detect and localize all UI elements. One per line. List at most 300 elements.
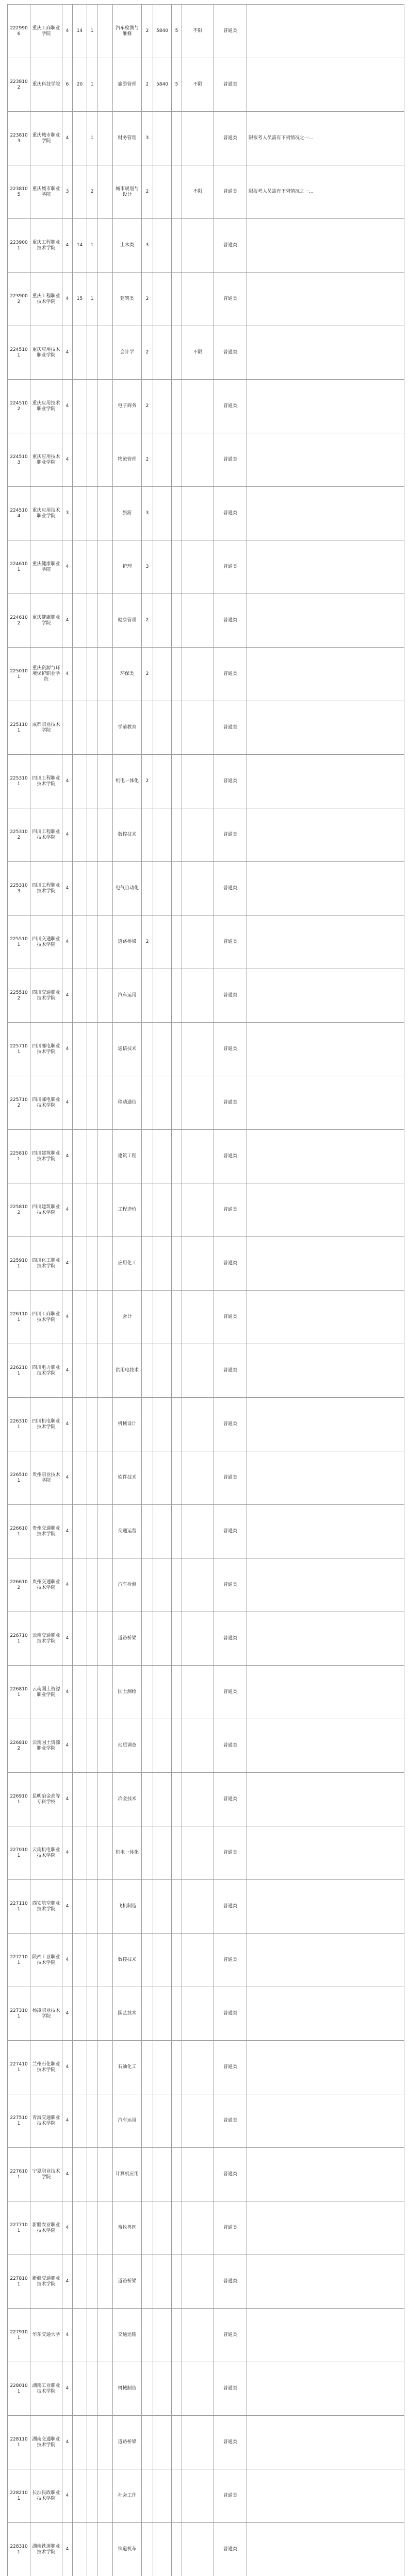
cell-major: 建筑类 <box>113 273 142 326</box>
cell-major: 道路桥梁 <box>113 2255 142 2309</box>
cell-acc <box>172 1398 182 1451</box>
cell-count <box>87 2416 97 2469</box>
cell-batch: 普通类 <box>214 540 247 594</box>
cell-acc <box>172 1666 182 1719</box>
cell-hours <box>73 1291 87 1344</box>
cell-batch: 普通类 <box>214 273 247 326</box>
cell-hours <box>73 1826 87 1880</box>
cell-plan: 4 <box>62 1558 73 1612</box>
cell-batch: 普通类 <box>214 2416 247 2469</box>
cell-fee <box>153 1719 172 1773</box>
cell-school: 四川建筑职业技术学院 <box>30 1183 62 1237</box>
cell-batch: 普通类 <box>214 380 247 433</box>
cell-fee <box>153 2523 172 2576</box>
cell-acc <box>172 540 182 594</box>
table-row <box>8 1130 404 1183</box>
cell-req: 不限 <box>182 5 214 58</box>
cell-hours <box>73 594 87 648</box>
cell-fee <box>153 1344 172 1398</box>
cell-notes <box>247 540 404 594</box>
cell-school: 湖南交通职业技术学院 <box>30 2416 62 2469</box>
cell-notes <box>247 1505 404 1558</box>
cell-acc <box>172 1451 182 1505</box>
cell-fee2 <box>97 755 113 808</box>
cell-req: 不限 <box>182 58 214 112</box>
cell-years <box>142 969 153 1023</box>
cell-count <box>87 1076 97 1130</box>
cell-hours <box>73 326 87 380</box>
cell-acc <box>172 487 182 540</box>
cell-notes <box>247 862 404 916</box>
cell-plan: 4 <box>62 1666 73 1719</box>
cell-hours: 14 <box>73 219 87 273</box>
table-row <box>8 2362 404 2416</box>
cell-fee2 <box>97 2523 113 2576</box>
cell-school: 重庆应用技术职业学院 <box>30 380 62 433</box>
cell-code: 2263101 <box>8 1398 30 1451</box>
table-row <box>8 1291 404 1344</box>
cell-years <box>142 1987 153 2041</box>
cell-school: 兰州石化职业技术学院 <box>30 2041 62 2094</box>
cell-plan: 4 <box>62 5 73 58</box>
table-row <box>8 2041 404 2094</box>
cell-acc <box>172 1719 182 1773</box>
cell-years <box>142 701 153 755</box>
cell-school: 宁夏职业技术学院 <box>30 2148 62 2201</box>
cell-fee2 <box>97 2148 113 2201</box>
cell-plan: 4 <box>62 1130 73 1183</box>
cell-years: 3 <box>142 219 153 273</box>
cell-req <box>182 755 214 808</box>
cell-fee2 <box>97 540 113 594</box>
cell-school: 重庆健康职业学院 <box>30 540 62 594</box>
cell-acc <box>172 1505 182 1558</box>
cell-req <box>182 273 214 326</box>
cell-req <box>182 1130 214 1183</box>
cell-plan: 4 <box>62 755 73 808</box>
cell-fee <box>153 648 172 701</box>
cell-hours <box>73 2362 87 2416</box>
cell-fee2 <box>97 1612 113 1666</box>
cell-school: 四川机电职业技术学院 <box>30 1398 62 1451</box>
cell-notes: 限报考人员需有下列情况之一... <box>247 165 404 219</box>
cell-fee <box>153 326 172 380</box>
cell-years: 2 <box>142 5 153 58</box>
cell-batch: 普通类 <box>214 165 247 219</box>
cell-fee2 <box>97 2416 113 2469</box>
cell-school: 昆明冶金高等专科学校 <box>30 1773 62 1826</box>
cell-count <box>87 2041 97 2094</box>
cell-major: 工程造价 <box>113 1183 142 1237</box>
cell-req <box>182 2416 214 2469</box>
cell-plan: 4 <box>62 969 73 1023</box>
cell-major: 汽车运用 <box>113 969 142 1023</box>
cell-fee <box>153 273 172 326</box>
cell-code: 2253103 <box>8 862 30 916</box>
cell-count <box>87 862 97 916</box>
cell-hours <box>73 862 87 916</box>
table-row <box>8 862 404 916</box>
cell-batch: 普通类 <box>214 2041 247 2094</box>
cell-fee <box>153 1558 172 1612</box>
cell-acc <box>172 1880 182 1934</box>
table-row <box>8 1558 404 1612</box>
cell-plan: 4 <box>62 1451 73 1505</box>
cell-years <box>142 2469 153 2523</box>
cell-req <box>182 1344 214 1398</box>
cell-notes <box>247 2362 404 2416</box>
cell-acc <box>172 2362 182 2416</box>
cell-count <box>87 1291 97 1344</box>
cell-years <box>142 2523 153 2576</box>
cell-batch: 普通类 <box>214 1558 247 1612</box>
cell-notes <box>247 219 404 273</box>
cell-req <box>182 1612 214 1666</box>
cell-batch: 普通类 <box>214 1826 247 1880</box>
cell-school: 四川交通职业技术学院 <box>30 916 62 969</box>
cell-fee2 <box>97 112 113 165</box>
cell-code: 2269101 <box>8 1773 30 1826</box>
cell-fee <box>153 1612 172 1666</box>
cell-notes: 限报考人员需有下列情况之一... <box>247 112 404 165</box>
cell-hours: 14 <box>73 5 87 58</box>
cell-fee <box>153 487 172 540</box>
cell-code: 2267101 <box>8 1612 30 1666</box>
table-row <box>8 1773 404 1826</box>
cell-hours <box>73 1505 87 1558</box>
cell-hours <box>73 1076 87 1130</box>
cell-count <box>87 1880 97 1934</box>
cell-notes <box>247 5 404 58</box>
cell-fee2 <box>97 433 113 487</box>
cell-hours <box>73 1612 87 1666</box>
cell-notes <box>247 1183 404 1237</box>
cell-fee <box>153 701 172 755</box>
cell-fee <box>153 1666 172 1719</box>
cell-major: 护理 <box>113 540 142 594</box>
cell-school: 四川工程职业技术学院 <box>30 862 62 916</box>
cell-plan: 4 <box>62 2255 73 2309</box>
cell-count <box>87 1398 97 1451</box>
cell-fee <box>153 1130 172 1183</box>
cell-acc: 5 <box>172 5 182 58</box>
cell-plan: 4 <box>62 219 73 273</box>
cell-hours <box>73 755 87 808</box>
cell-fee <box>153 1880 172 1934</box>
cell-code: 2273101 <box>8 1987 30 2041</box>
cell-count <box>87 380 97 433</box>
cell-fee <box>153 1183 172 1237</box>
cell-notes <box>247 2309 404 2362</box>
cell-major: 城市规划与设计 <box>113 165 142 219</box>
cell-plan: 4 <box>62 648 73 701</box>
cell-school: 重庆工商职业学院 <box>30 5 62 58</box>
table-row <box>8 112 404 165</box>
table-row <box>8 1880 404 1934</box>
cell-notes <box>247 2469 404 2523</box>
cell-req <box>182 1023 214 1076</box>
cell-plan: 6 <box>62 58 73 112</box>
cell-count <box>87 1773 97 1826</box>
cell-years <box>142 1344 153 1398</box>
cell-count <box>87 2148 97 2201</box>
cell-batch: 普通类 <box>214 58 247 112</box>
table-row <box>8 2094 404 2148</box>
table-row <box>8 2148 404 2201</box>
cell-req <box>182 380 214 433</box>
cell-req <box>182 808 214 862</box>
cell-code: 2282101 <box>8 2469 30 2523</box>
cell-req <box>182 1934 214 1987</box>
cell-count <box>87 701 97 755</box>
cell-plan: 4 <box>62 1183 73 1237</box>
cell-hours <box>73 1130 87 1183</box>
cell-school: 西安航空职业技术学院 <box>30 1880 62 1934</box>
cell-school: 四川电力职业技术学院 <box>30 1344 62 1398</box>
cell-fee2 <box>97 2469 113 2523</box>
cell-count <box>87 1666 97 1719</box>
cell-school: 云南国土资源职业学院 <box>30 1719 62 1773</box>
cell-years <box>142 1558 153 1612</box>
cell-plan: 4 <box>62 808 73 862</box>
cell-major: 道路桥梁 <box>113 916 142 969</box>
cell-notes <box>247 1237 404 1291</box>
cell-hours <box>73 380 87 433</box>
cell-hours <box>73 648 87 701</box>
table-row <box>8 165 404 219</box>
cell-code: 2239001 <box>8 219 30 273</box>
cell-code: 2258101 <box>8 1130 30 1183</box>
cell-fee2 <box>97 1934 113 1987</box>
cell-req <box>182 1291 214 1344</box>
cell-fee <box>153 1773 172 1826</box>
cell-acc <box>172 808 182 862</box>
cell-count <box>87 1612 97 1666</box>
cell-major: 软件技术 <box>113 1451 142 1505</box>
cell-req <box>182 862 214 916</box>
cell-fee2 <box>97 1719 113 1773</box>
cell-school: 贵州交通职业技术学院 <box>30 1505 62 1558</box>
cell-batch: 普通类 <box>214 2309 247 2362</box>
cell-count <box>87 808 97 862</box>
cell-plan: 4 <box>62 112 73 165</box>
cell-code: 2229906 <box>8 5 30 58</box>
cell-fee <box>153 2416 172 2469</box>
cell-fee <box>153 112 172 165</box>
cell-acc <box>172 2416 182 2469</box>
cell-acc <box>172 1934 182 1987</box>
cell-plan: 4 <box>62 540 73 594</box>
cell-years <box>142 2148 153 2201</box>
cell-req <box>182 1076 214 1130</box>
cell-school: 四川工程职业技术学院 <box>30 808 62 862</box>
cell-notes <box>247 1612 404 1666</box>
cell-major: 国土测绘 <box>113 1666 142 1719</box>
cell-code: 2281101 <box>8 2416 30 2469</box>
cell-count <box>87 594 97 648</box>
cell-count <box>87 2255 97 2309</box>
cell-major: 道路桥梁 <box>113 1612 142 1666</box>
cell-req <box>182 2523 214 2576</box>
cell-acc <box>172 1773 182 1826</box>
cell-plan: 4 <box>62 1291 73 1344</box>
cell-fee2 <box>97 862 113 916</box>
cell-major: 汽车检测 <box>113 1558 142 1612</box>
cell-code: 2276101 <box>8 2148 30 2201</box>
cell-notes <box>247 2041 404 2094</box>
cell-count <box>87 1934 97 1987</box>
cell-req <box>182 1237 214 1291</box>
cell-hours <box>73 2469 87 2523</box>
cell-batch: 普通类 <box>214 2148 247 2201</box>
cell-major: 机电一体化 <box>113 1826 142 1880</box>
cell-plan: 4 <box>62 916 73 969</box>
cell-fee2 <box>97 1773 113 1826</box>
cell-school: 云南国土资源职业学院 <box>30 1666 62 1719</box>
cell-count: 1 <box>87 273 97 326</box>
cell-plan: 4 <box>62 1987 73 2041</box>
cell-code: 2266102 <box>8 1558 30 1612</box>
table-row <box>8 2255 404 2309</box>
cell-plan: 4 <box>62 380 73 433</box>
cell-acc <box>172 112 182 165</box>
cell-batch: 普通类 <box>214 1612 247 1666</box>
cell-batch: 普通类 <box>214 916 247 969</box>
cell-code: 2255102 <box>8 969 30 1023</box>
cell-fee2 <box>97 1826 113 1880</box>
cell-batch: 普通类 <box>214 433 247 487</box>
cell-plan: 3 <box>62 487 73 540</box>
cell-code: 2238103 <box>8 112 30 165</box>
cell-school: 杨凌职业技术学院 <box>30 1987 62 2041</box>
cell-notes <box>247 1398 404 1451</box>
cell-fee <box>153 1505 172 1558</box>
cell-notes <box>247 1773 404 1826</box>
cell-plan: 4 <box>62 1344 73 1398</box>
cell-fee: 5840 <box>153 5 172 58</box>
cell-fee <box>153 2469 172 2523</box>
cell-years <box>142 1451 153 1505</box>
cell-count: 1 <box>87 5 97 58</box>
cell-major: 飞机制造 <box>113 1880 142 1934</box>
cell-major: 供用电技术 <box>113 1344 142 1398</box>
cell-school: 重庆工程职业技术学院 <box>30 273 62 326</box>
table-row <box>8 273 404 326</box>
cell-major: 通信技术 <box>113 1023 142 1076</box>
cell-major: 学前教育 <box>113 701 142 755</box>
cell-fee2 <box>97 1344 113 1398</box>
cell-req <box>182 916 214 969</box>
cell-batch: 普通类 <box>214 5 247 58</box>
cell-plan: 4 <box>62 326 73 380</box>
admission-table <box>7 4 404 2576</box>
cell-years: 3 <box>142 540 153 594</box>
cell-fee2 <box>97 58 113 112</box>
cell-fee <box>153 1023 172 1076</box>
cell-acc: 5 <box>172 58 182 112</box>
cell-count <box>87 1505 97 1558</box>
cell-batch: 普通类 <box>214 755 247 808</box>
cell-years: 2 <box>142 755 153 808</box>
cell-code: 2258102 <box>8 1183 30 1237</box>
cell-hours <box>73 2094 87 2148</box>
cell-req <box>182 1773 214 1826</box>
cell-major: 应用化工 <box>113 1237 142 1291</box>
cell-notes <box>247 2094 404 2148</box>
cell-notes <box>247 648 404 701</box>
cell-acc <box>172 2255 182 2309</box>
cell-acc <box>172 219 182 273</box>
cell-code: 2245104 <box>8 487 30 540</box>
cell-years: 2 <box>142 58 153 112</box>
cell-code: 2239002 <box>8 273 30 326</box>
cell-fee2 <box>97 487 113 540</box>
cell-plan: 4 <box>62 1398 73 1451</box>
cell-fee2 <box>97 2041 113 2094</box>
table-row <box>8 540 404 594</box>
cell-count <box>87 540 97 594</box>
table-row <box>8 1666 404 1719</box>
cell-fee2 <box>97 594 113 648</box>
cell-fee <box>153 862 172 916</box>
cell-code: 2274101 <box>8 2041 30 2094</box>
cell-batch: 普通类 <box>214 1237 247 1291</box>
cell-acc <box>172 273 182 326</box>
table-row <box>8 58 404 112</box>
cell-school: 四川邮电职业技术学院 <box>30 1023 62 1076</box>
cell-acc <box>172 1130 182 1183</box>
cell-years: 2 <box>142 165 153 219</box>
cell-fee2 <box>97 808 113 862</box>
cell-notes <box>247 380 404 433</box>
cell-fee <box>153 1451 172 1505</box>
table-row <box>8 1505 404 1558</box>
cell-hours <box>73 1183 87 1237</box>
cell-notes <box>247 1291 404 1344</box>
cell-notes <box>247 2523 404 2576</box>
cell-plan: 3 <box>62 165 73 219</box>
cell-count <box>87 1344 97 1398</box>
table-row <box>8 1237 404 1291</box>
cell-count: 2 <box>87 165 97 219</box>
cell-hours <box>73 701 87 755</box>
cell-fee <box>153 165 172 219</box>
cell-req <box>182 1719 214 1773</box>
cell-fee2 <box>97 701 113 755</box>
cell-count <box>87 1183 97 1237</box>
cell-acc <box>172 1291 182 1344</box>
cell-code: 2238102 <box>8 58 30 112</box>
cell-count <box>87 1237 97 1291</box>
cell-code: 2246102 <box>8 594 30 648</box>
cell-school: 四川工程职业技术学院 <box>30 755 62 808</box>
cell-batch: 普通类 <box>214 1666 247 1719</box>
cell-fee <box>153 1291 172 1344</box>
cell-years <box>142 2255 153 2309</box>
cell-acc <box>172 380 182 433</box>
cell-fee <box>153 969 172 1023</box>
cell-req <box>182 1987 214 2041</box>
cell-plan: 4 <box>62 1934 73 1987</box>
cell-major: 建筑工程 <box>113 1130 142 1183</box>
cell-batch: 普通类 <box>214 2362 247 2416</box>
cell-years <box>142 1291 153 1344</box>
cell-notes <box>247 1558 404 1612</box>
cell-hours <box>73 969 87 1023</box>
cell-fee <box>153 219 172 273</box>
cell-hours <box>73 1773 87 1826</box>
cell-hours <box>73 1023 87 1076</box>
